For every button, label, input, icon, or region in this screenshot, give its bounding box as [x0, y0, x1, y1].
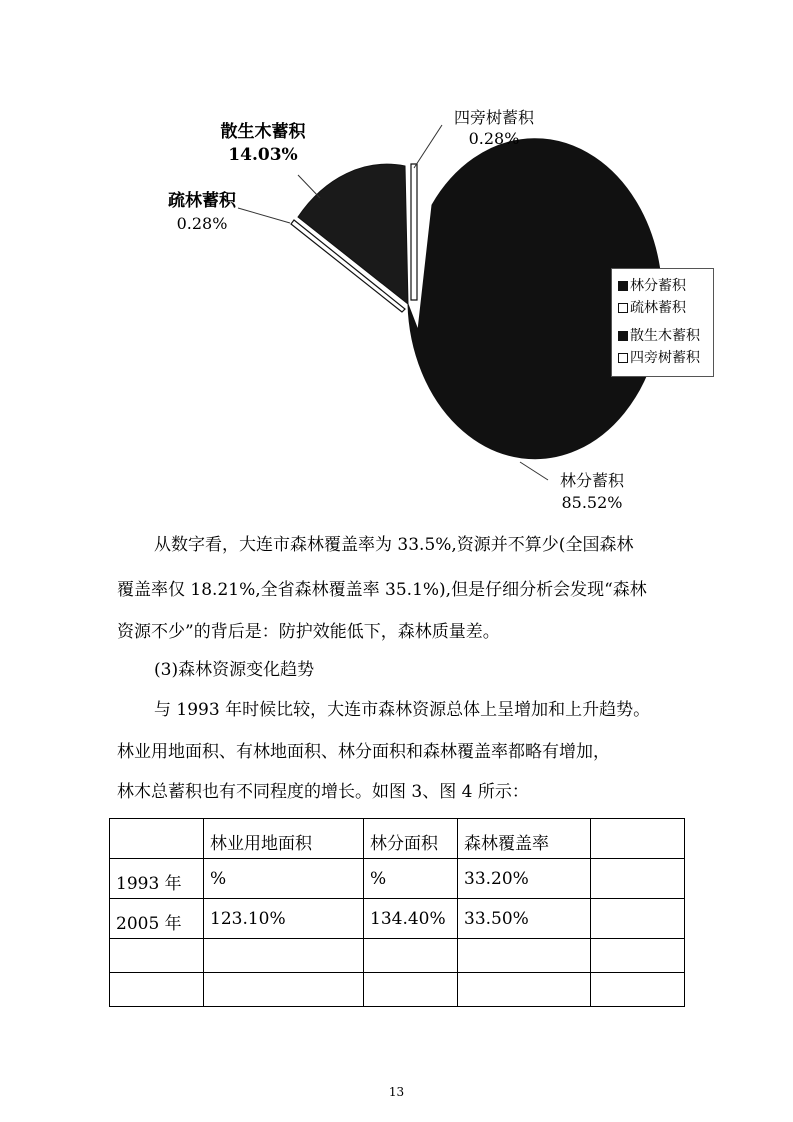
- label-sipangshu-percent: 0.28%: [468, 129, 520, 148]
- table-cell: [591, 899, 685, 939]
- table-cell: 33.50%: [458, 899, 591, 939]
- table-cell: [110, 973, 204, 1007]
- label-shulin-percent: 0.28%: [176, 214, 228, 233]
- paragraph-line: 林业用地面积、有林地面积、林分面积和森林覆盖率都略有增加，: [117, 742, 610, 762]
- table-row: [110, 973, 685, 1007]
- leader-line-sanshengmu: [298, 175, 320, 198]
- paragraph-line: 从数字看，大连市森林覆盖率为 33.5%,资源并不算少(全国森林: [154, 535, 634, 555]
- table-row: [110, 859, 685, 899]
- table-cell: [204, 939, 364, 973]
- table-cell: [591, 819, 685, 859]
- data-table: [109, 818, 685, 1007]
- table-row: [110, 939, 685, 973]
- table-cell: %: [364, 859, 458, 899]
- table-header-row: [110, 819, 685, 859]
- legend-label: 散生木蓄积: [630, 328, 700, 344]
- table-cell: [591, 859, 685, 899]
- table-cell: [458, 939, 591, 973]
- legend-item: [618, 325, 709, 347]
- legend-swatch-dark: [618, 281, 628, 291]
- table-cell: [110, 819, 204, 859]
- label-linfen-name: 林分蓄积: [559, 471, 625, 490]
- paragraph-line: 与 1993 年时候比较，大连市森林资源总体上呈增加和上升趋势。: [154, 700, 651, 720]
- table-cell: [458, 973, 591, 1007]
- section-heading: (3)森林资源变化趋势: [154, 660, 315, 680]
- table-header-cell: 林分面积: [364, 819, 458, 859]
- table-cell: 33.20%: [458, 859, 591, 899]
- table-cell: [364, 973, 458, 1007]
- label-linfen-percent: 85.52%: [561, 493, 623, 512]
- legend-swatch-light: [618, 353, 628, 363]
- legend-swatch-light: [618, 303, 628, 313]
- pie-chart: [0, 0, 793, 520]
- chart-legend: [611, 268, 714, 377]
- label-sipangshu-name: 四旁树蓄积: [453, 108, 535, 127]
- table-cell: [204, 973, 364, 1007]
- table-cell: [364, 939, 458, 973]
- table-row: [110, 899, 685, 939]
- legend-label: 四旁树蓄积: [630, 350, 700, 366]
- table-header-cell: 林业用地面积: [204, 819, 364, 859]
- table-cell: [110, 939, 204, 973]
- label-sanshengmu-percent: 14.03%: [228, 145, 298, 165]
- paragraph-line: 林木总蓄积也有不同程度的增长。如图 3、图 4 所示：: [117, 782, 529, 802]
- legend-label: 疏林蓄积: [630, 300, 686, 316]
- leader-line-linfen: [520, 462, 548, 480]
- legend-item: [618, 347, 709, 369]
- legend-label: 林分蓄积: [630, 278, 686, 294]
- paragraph-line: 覆盖率仅 18.21%,全省森林覆盖率 35.1%),但是仔细分析会发现“森林: [117, 580, 647, 600]
- table-cell: [591, 939, 685, 973]
- pie-slice-sipangshu: [411, 164, 417, 300]
- leader-line-sipangshu: [414, 125, 442, 168]
- pie-slice-sanshengmu: [298, 164, 408, 304]
- label-shulin-name: 疏林蓄积: [168, 191, 236, 211]
- page-number: 13: [388, 1085, 405, 1099]
- legend-item: [618, 297, 709, 319]
- table-cell: 134.40%: [364, 899, 458, 939]
- table-cell: [591, 973, 685, 1007]
- table-cell: 1993 年: [110, 859, 204, 899]
- legend-swatch-dark: [618, 331, 628, 341]
- table-cell: 123.10%: [204, 899, 364, 939]
- table-header-cell: 森林覆盖率: [458, 819, 591, 859]
- label-sanshengmu-name: 散生木蓄积: [220, 122, 306, 142]
- paragraph-line: 资源不少”的背后是：防护效能低下，森林质量差。: [117, 622, 500, 642]
- legend-item: [618, 275, 709, 297]
- leader-line-shulin: [238, 208, 290, 223]
- table-cell: 2005 年: [110, 899, 204, 939]
- table-cell: %: [204, 859, 364, 899]
